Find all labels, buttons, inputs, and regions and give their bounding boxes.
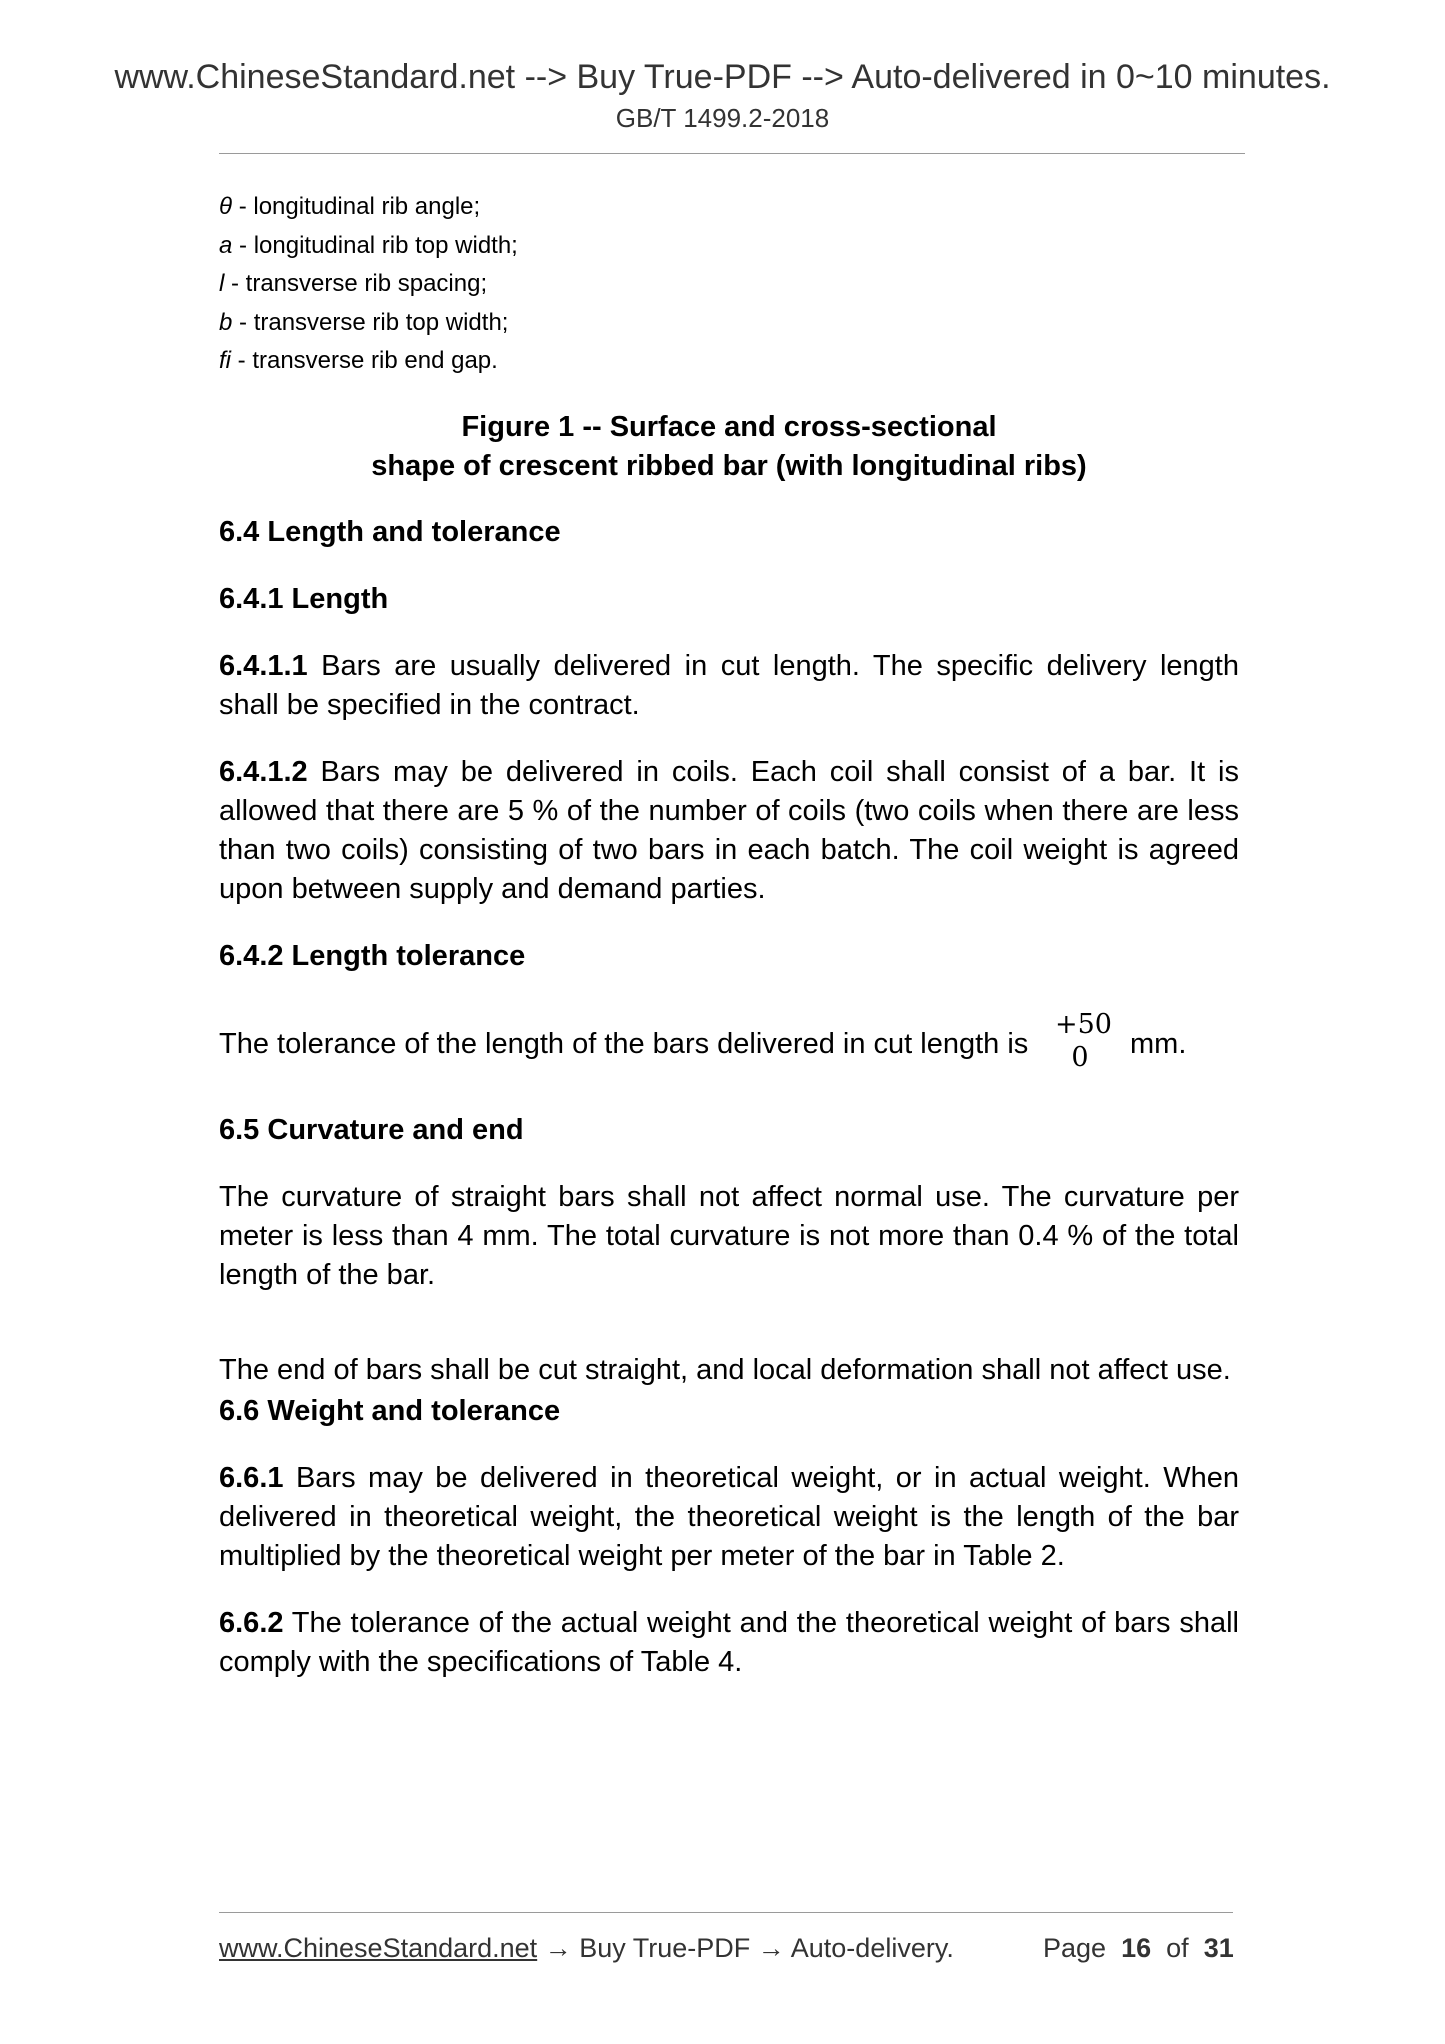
header-banner: www.ChineseStandard.net --> Buy True-PDF --> Auto-delivered in 0~10 minutes. xyxy=(114,58,1331,96)
legend-item: θ - longitudinal rib angle; xyxy=(219,193,481,220)
paragraph-6-6-2: 6.6.2 The tolerance of the actual weight and the theoretical weight of bars shall comply with the specifications of Table 4. xyxy=(219,1607,1239,1678)
legend-item: a - longitudinal rib top width; xyxy=(219,231,518,259)
figure-legend xyxy=(219,188,518,381)
heading-6-4-2: 6.4.2 Length tolerance xyxy=(219,940,526,972)
paragraph-6-4-1-1: 6.4.1.1 Bars are usually delivered in cut length. The specific delivery length shall be specified in the contract. xyxy=(219,650,1239,721)
paragraph-6-5-a: The curvature of straight bars shall not affect normal use. The curvature per meter is less than 4 mm. The total curvature is not more than 0.4 % of the total length of the bar. xyxy=(219,1181,1239,1291)
arrow-icon: → xyxy=(537,1933,580,1963)
paragraph-6-5-b: The end of bars shall be cut straight, and local deformation shall not affect use. xyxy=(219,1354,1231,1386)
paragraph-6-4-1-2: 6.4.1.2 Bars may be delivered in coils. Each coil shall consist of a bar. It is allowed that there are 5 % of the number of coils (two coils when there are less than two coils) consisting of two bars in each batch. The coil weight is agreed upon between supply and demand parties. xyxy=(219,756,1239,905)
legend-item: l - transverse rib spacing; xyxy=(219,270,488,297)
tolerance-value: +50 0 xyxy=(1055,1009,1112,1073)
footer-buy-text: Buy True-PDF xyxy=(579,1933,751,1963)
legend-item: fi - transverse rib end gap. xyxy=(219,347,498,374)
heading-6-6: 6.6 Weight and tolerance xyxy=(219,1395,561,1427)
tolerance-unit: mm. xyxy=(1130,1028,1187,1060)
footer-site-link[interactable]: www.ChineseStandard.net xyxy=(219,1933,538,1963)
paragraph-6-6-1: 6.6.1 Bars may be delivered in theoretical weight, or in actual weight. When delivered in theoretical weight, the theoretical weight is the length of the bar multiplied by the theoretical weight per meter of the bar in Table 2. xyxy=(219,1462,1239,1572)
page-number: Page 16 of 31 xyxy=(1043,1933,1234,1963)
tolerance-text: The tolerance of the length of the bars delivered in cut length is xyxy=(219,1028,1029,1060)
heading-6-4-1: 6.4.1 Length xyxy=(219,583,389,615)
footer-auto-text: Auto-delivery. xyxy=(790,1933,954,1963)
footer-divider xyxy=(219,1912,1233,1913)
arrow-icon: → xyxy=(750,1933,791,1963)
standard-code: GB/T 1499.2-2018 xyxy=(615,103,830,133)
header-divider xyxy=(219,153,1245,154)
heading-6-5: 6.5 Curvature and end xyxy=(219,1114,524,1146)
figure-caption: Figure 1 -- Surface and cross-sectional shape of crescent ribbed bar (with longitudinal ribs) xyxy=(371,411,1087,482)
heading-6-4: 6.4 Length and tolerance xyxy=(219,516,561,548)
legend-item: b - transverse rib top width; xyxy=(219,308,509,336)
footer-links xyxy=(219,1933,954,1964)
